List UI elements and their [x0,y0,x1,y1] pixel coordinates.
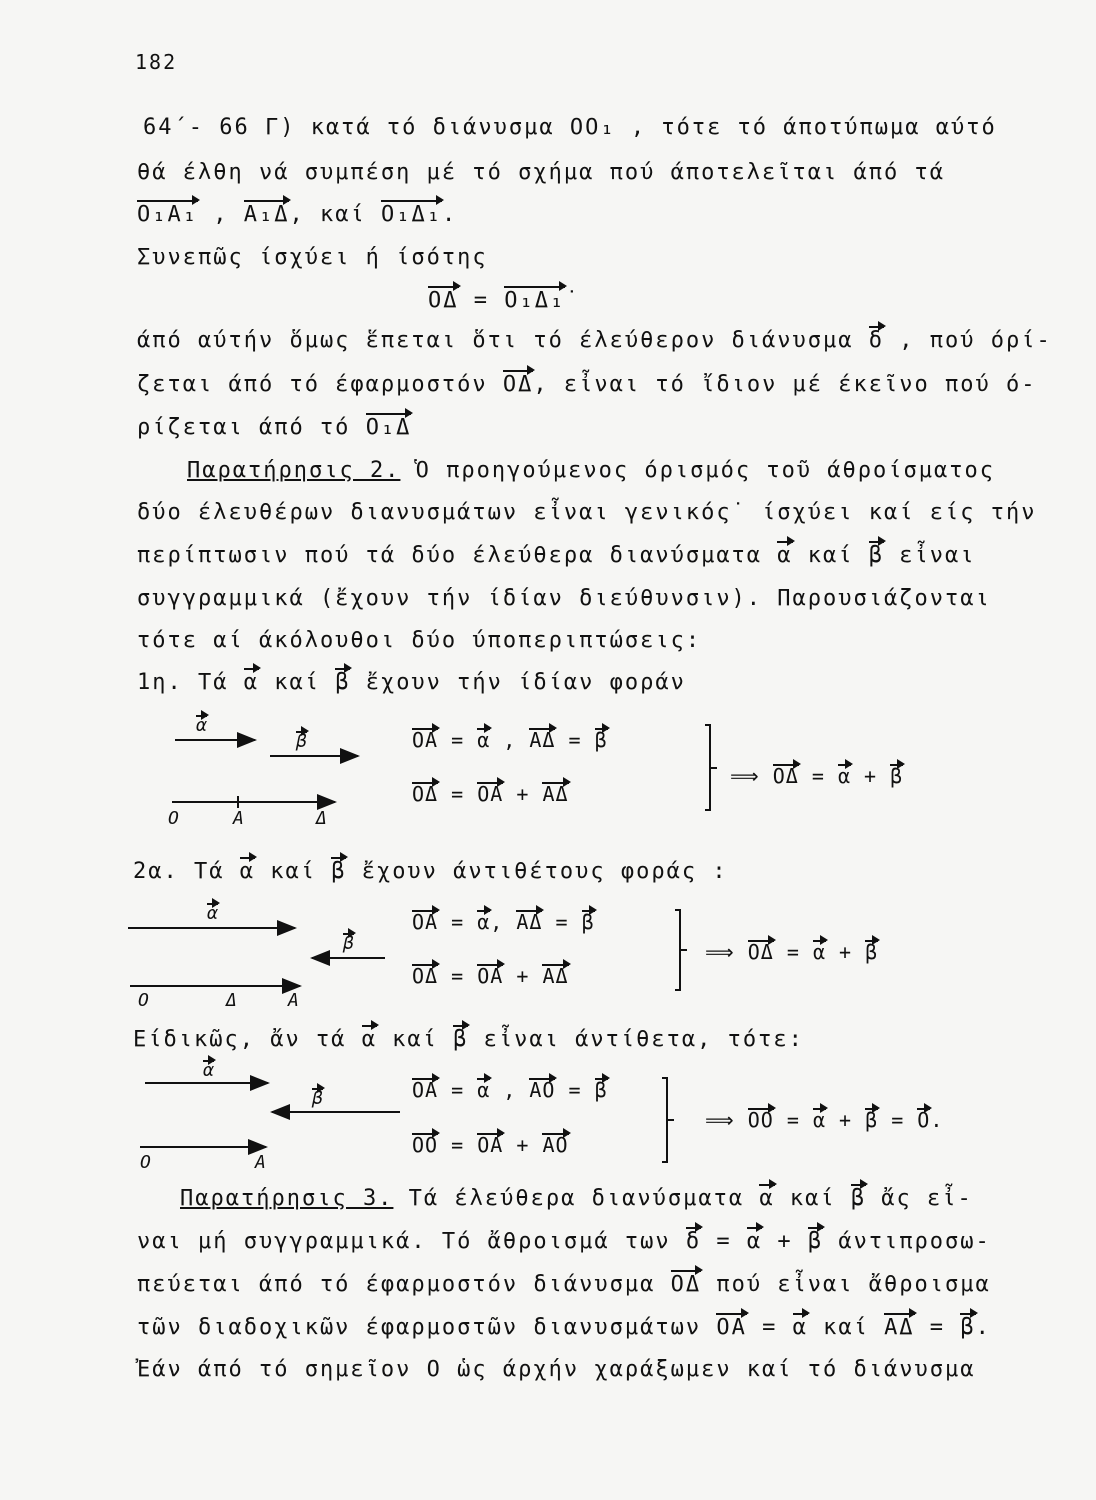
text-span: πεύεται άπό τό έφαρμοστόν διάνυσμα [137,1272,671,1297]
text-span: 1η. Τά [137,670,244,695]
text-span: καί [807,1315,885,1340]
text-span: άπό αύτήν ὅμως ἕπεται ὅτι τό έλεύθερον διάνυσμα [137,328,869,353]
vector-alpha: α [240,857,255,887]
period: . [441,202,458,227]
vector-beta: β [851,1184,866,1214]
text-span: . [975,1315,991,1340]
vector-beta: β [808,1227,823,1257]
diagram1-eq1 [412,728,608,752]
equals: = [555,1078,595,1102]
dot: ˙ [565,288,581,313]
equals: = [798,764,838,788]
vector-alpha: α [362,1025,377,1055]
text-span: εἶναι [884,543,976,568]
page-number: 182 [135,50,178,74]
text-span: 2α. Τά [133,859,240,884]
equals: = [438,1078,478,1102]
vector-alpha: α [837,764,851,788]
diagram3-eq1 [412,1078,608,1102]
plus: + [850,764,891,788]
equals: = [773,940,813,964]
text-line-2: θά έλθη νά συμπέση μέ τό σχήμα πού άποτελεῖται άπό τά [137,160,945,185]
diagram2-label-d: Δ [226,990,237,1011]
text-span: καί [254,859,332,884]
equals: = [438,728,478,752]
plus: + [503,782,543,806]
plus: + [825,1108,866,1132]
vector-beta: β [960,1313,975,1343]
vector-oa: ΟΑ [412,1078,439,1102]
diagram1-label-d: Δ [316,808,327,829]
diagram3-result [705,1108,943,1132]
diagram1-label-o: Ο [168,808,179,829]
vector-beta: β [890,764,904,788]
vector-alpha: α [477,728,491,752]
text-span: καί [774,1186,851,1211]
diagram3-label-alpha: α [203,1060,214,1081]
vector-ad: ΑΔ [542,782,569,806]
text-line-19 [137,1270,991,1300]
vector-ao: ΑΟ [542,1133,569,1157]
remark-2-heading: Παρατήρησις 2. [187,458,401,483]
vector-beta: β [594,1078,608,1102]
vector-ad: ΑΔ [884,1313,915,1343]
vector-alpha: α [477,910,491,934]
equals: = [458,288,505,313]
diagram2-result [705,940,878,964]
vector-o1d1: Ο₁Δ₁ [381,200,442,230]
diagram1-label-alpha: α [196,715,207,736]
vector-beta: β [331,857,346,887]
equals: = [555,728,595,752]
equals: = [438,782,478,806]
text-span: ἄς εἶ- [866,1186,973,1211]
text-span: ρίζεται άπό τό [137,415,366,440]
vector-od: ΟΔ [503,370,534,400]
vector-alpha: α [477,1078,491,1102]
vector-alpha: α [759,1184,774,1214]
vector-zero: Ο [917,1108,931,1132]
separator: , [490,1078,530,1102]
diagram3-brace [662,1078,674,1162]
vector-o1d1: Ο₁Δ₁ [504,286,565,316]
vector-delta: δ [686,1227,701,1257]
text-span: καί [792,543,869,568]
plus: + [825,940,866,964]
vector-oa: ΟΑ [477,964,504,988]
vector-ao: ΑΟ [529,1078,556,1102]
diagram2-eq1 [412,910,595,934]
text-span: περίπτωσιν πού τά δύο έλεύθερα διανύσματα [137,543,778,568]
text-span: ἔχουν τήν ίδίαν φοράν [350,670,686,695]
vector-o1d: Ο₁Δ [366,413,412,443]
text-span: + [762,1229,808,1254]
implies-icon: ⟹ [730,764,760,788]
diagram2-label-beta: β [343,933,354,954]
separator: , [490,910,517,934]
text-span: ναι μή συγγραμμικά. Τό ἄθροισμά των [137,1229,686,1254]
vector-ad: ΑΔ [542,964,569,988]
diagram2-label-alpha: α [207,903,218,924]
plus: + [503,964,543,988]
remark-3-heading: Παρατήρησις 3. [180,1186,394,1211]
vector-beta: β [581,910,595,934]
text-line-1: 64΄- 66 Γ) κατά τό διάνυσμα ΟΟ₁ , τότε τό άποτύπωμα αύτό [143,115,997,140]
text-line-16 [133,1025,804,1055]
text-span: καί [258,670,336,695]
diagram2-label-a: Α [288,990,299,1011]
equals: = [438,1133,478,1157]
diagram1-brace [705,725,717,810]
diagram3-label-beta: β [312,1088,323,1109]
vector-alpha: α [244,668,259,698]
text-span: , πού όρί- [884,328,1052,353]
vector-beta: β [453,1025,468,1055]
text-span: ζεται άπό τό έφαρμοστόν [137,372,503,397]
vector-ad: ΑΔ [529,728,556,752]
text-span: Είδικῶς, ἄν τά [133,1027,362,1052]
vector-ad: ΑΔ [516,910,543,934]
text-span: ἔχουν άντιθέτους φοράς : [346,859,728,884]
vector-beta: β [869,541,884,571]
vector-o1a1: Ο₁Α₁ [137,200,198,230]
vector-od: ΟΔ [671,1270,702,1300]
vector-beta: β [335,668,350,698]
diagram1-label-beta: β [296,731,307,752]
text-span: , εἶναι τό ἴδιον μέ έκεῖνο πού ό- [533,372,1037,397]
equals: = [542,910,582,934]
vector-oa: ΟΑ [477,1133,504,1157]
text-line-15 [133,857,728,887]
separator: , [197,202,244,227]
text-line-17 [180,1184,973,1214]
period: . [930,1108,944,1132]
vector-od: ΟΔ [428,286,459,316]
separator: , καί [289,202,381,227]
vector-oa: ΟΑ [412,728,439,752]
equals: = [773,1108,813,1132]
diagram1-eq2 [412,782,569,806]
vector-alpha: α [777,541,792,571]
text-span: άντιπροσω- [823,1229,991,1254]
vector-alpha: α [812,1108,826,1132]
diagram2-brace [675,910,687,990]
vector-alpha: α [747,1227,762,1257]
implies-icon: ⟹ [705,940,735,964]
vector-alpha: α [812,940,826,964]
text-line-4: Συνεπῶς ίσχύει ή ίσότης [137,245,488,270]
vector-oa: ΟΑ [477,782,504,806]
equals: = [438,910,478,934]
vector-beta: β [865,1108,879,1132]
vector-od: ΟΔ [772,764,799,788]
text-span: Τά έλεύθερα διανύσματα [393,1186,760,1211]
text-span: εἶναι άντίθετα, τότε: [468,1027,804,1052]
text-span: = [701,1229,747,1254]
vector-od: ΟΔ [412,782,439,806]
equals: = [438,964,478,988]
implies-icon: ⟹ [705,1108,735,1132]
text-span: = [746,1315,793,1340]
vector-oo: ΟΟ [412,1133,439,1157]
text-line-13: τότε αί άκόλουθοι δύο ύποπεριπτώσεις: [137,628,702,653]
vector-oo: ΟΟ [747,1108,774,1132]
equals: = [878,1108,918,1132]
separator: , [490,728,530,752]
vector-od: ΟΔ [747,940,774,964]
diagram3-label-o: Ο [140,1152,151,1173]
text-span: καί [376,1027,454,1052]
diagram2-eq2 [412,964,569,988]
vector-oa: ΟΑ [716,1313,747,1343]
diagram3-label-a: Α [255,1152,266,1173]
diagram1-label-a: Α [233,808,244,829]
diagram3-eq2 [412,1133,569,1157]
text-line-12: συγγραμμικά (ἔχουν τήν ίδίαν διεύθυνσιν). Παρουσιάζονται [137,586,991,611]
text-span: πού εἶναι ἄθροισμα [701,1272,991,1297]
text-line-21: Ἐάν άπό τό σημεῖον Ο ὡς άρχήν χαράξωμεν καί τό διάνυσμα [137,1357,976,1382]
diagram1-result [730,764,903,788]
text-span: τῶν διαδοχικῶν έφαρμοστῶν διανυσμάτων [137,1315,717,1340]
vector-alpha: α [793,1313,808,1343]
vector-delta: δ [869,326,884,356]
text-line-10: δύο έλευθέρων διανυσμάτων εἶναι γενικός˙ ίσχύει καί είς τήν [137,500,1037,525]
vector-beta: β [865,940,879,964]
text-span: Ὁ προηγούμενος όρισμός τοῦ άθροίσματος [400,458,995,483]
text-line-18 [137,1227,991,1257]
text-line-20 [137,1313,991,1343]
plus: + [503,1133,543,1157]
vector-oa: ΟΑ [412,910,439,934]
text-span: = [914,1315,961,1340]
vector-a1d: Α₁Δ [244,200,290,230]
vector-beta: β [594,728,608,752]
vector-od: ΟΔ [412,964,439,988]
diagram2-label-o: Ο [138,990,149,1011]
